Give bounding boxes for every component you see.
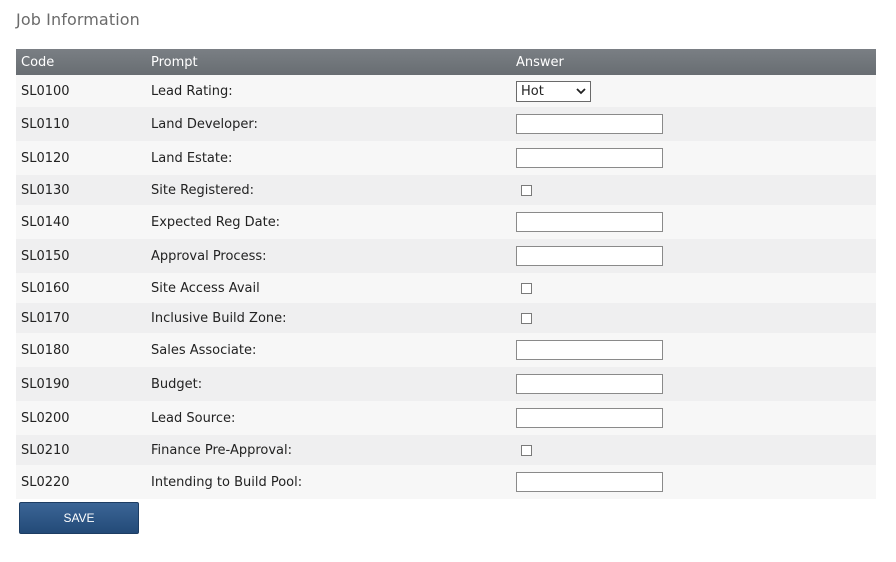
row-prompt: Expected Reg Date: (151, 214, 281, 230)
table-row (16, 205, 876, 239)
table-row (16, 401, 876, 435)
table-row (16, 333, 876, 367)
table-row (16, 435, 876, 465)
row-code: SL0100 (21, 83, 70, 99)
table-row (16, 239, 876, 273)
table-header (16, 49, 876, 75)
row-code: SL0130 (21, 182, 70, 198)
row-prompt: Lead Source: (151, 410, 236, 426)
row-code: SL0220 (21, 474, 70, 490)
site-access-avail-checkbox[interactable] (521, 283, 532, 294)
table-row (16, 465, 876, 499)
chevron-down-icon (575, 86, 587, 96)
table-row (16, 141, 876, 175)
row-code: SL0180 (21, 342, 70, 358)
table-row (16, 75, 876, 107)
page-title: Job Information (16, 10, 140, 29)
row-prompt: Land Estate: (151, 150, 233, 166)
row-prompt: Site Access Avail (151, 280, 260, 296)
row-code: SL0150 (21, 248, 70, 264)
lead-rating-value: Hot (521, 83, 544, 99)
sales-associate-input[interactable] (516, 340, 663, 360)
row-prompt: Sales Associate: (151, 342, 257, 358)
row-code: SL0170 (21, 310, 70, 326)
table-row (16, 367, 876, 401)
intending-to-build-pool-input[interactable] (516, 472, 663, 492)
row-code: SL0140 (21, 214, 70, 230)
row-code: SL0110 (21, 116, 70, 132)
header-code: Code (21, 54, 55, 70)
land-developer-input[interactable] (516, 114, 663, 134)
budget-input[interactable] (516, 374, 663, 394)
row-code: SL0160 (21, 280, 70, 296)
table-row (16, 175, 876, 205)
table-row (16, 107, 876, 141)
row-prompt: Approval Process: (151, 248, 267, 264)
row-code: SL0120 (21, 150, 70, 166)
expected-reg-date-input[interactable] (516, 212, 663, 232)
lead-source-input[interactable] (516, 408, 663, 428)
row-prompt: Finance Pre-Approval: (151, 442, 293, 458)
lead-rating-select[interactable] (516, 81, 591, 102)
table-row (16, 303, 876, 333)
row-code: SL0210 (21, 442, 70, 458)
finance-pre-approval-checkbox[interactable] (521, 445, 532, 456)
row-prompt: Inclusive Build Zone: (151, 310, 287, 326)
approval-process-input[interactable] (516, 246, 663, 266)
row-prompt: Intending to Build Pool: (151, 474, 303, 490)
save-button[interactable]: SAVE (19, 502, 139, 534)
land-estate-input[interactable] (516, 148, 663, 168)
row-prompt: Land Developer: (151, 116, 258, 132)
inclusive-build-zone-checkbox[interactable] (521, 313, 532, 324)
table-row (16, 273, 876, 303)
row-prompt: Lead Rating: (151, 83, 233, 99)
row-prompt: Budget: (151, 376, 203, 392)
header-prompt: Prompt (151, 54, 198, 70)
row-code: SL0190 (21, 376, 70, 392)
job-info-table (16, 49, 876, 499)
site-registered-checkbox[interactable] (521, 185, 532, 196)
header-answer: Answer (516, 54, 564, 70)
row-code: SL0200 (21, 410, 70, 426)
row-prompt: Site Registered: (151, 182, 254, 198)
